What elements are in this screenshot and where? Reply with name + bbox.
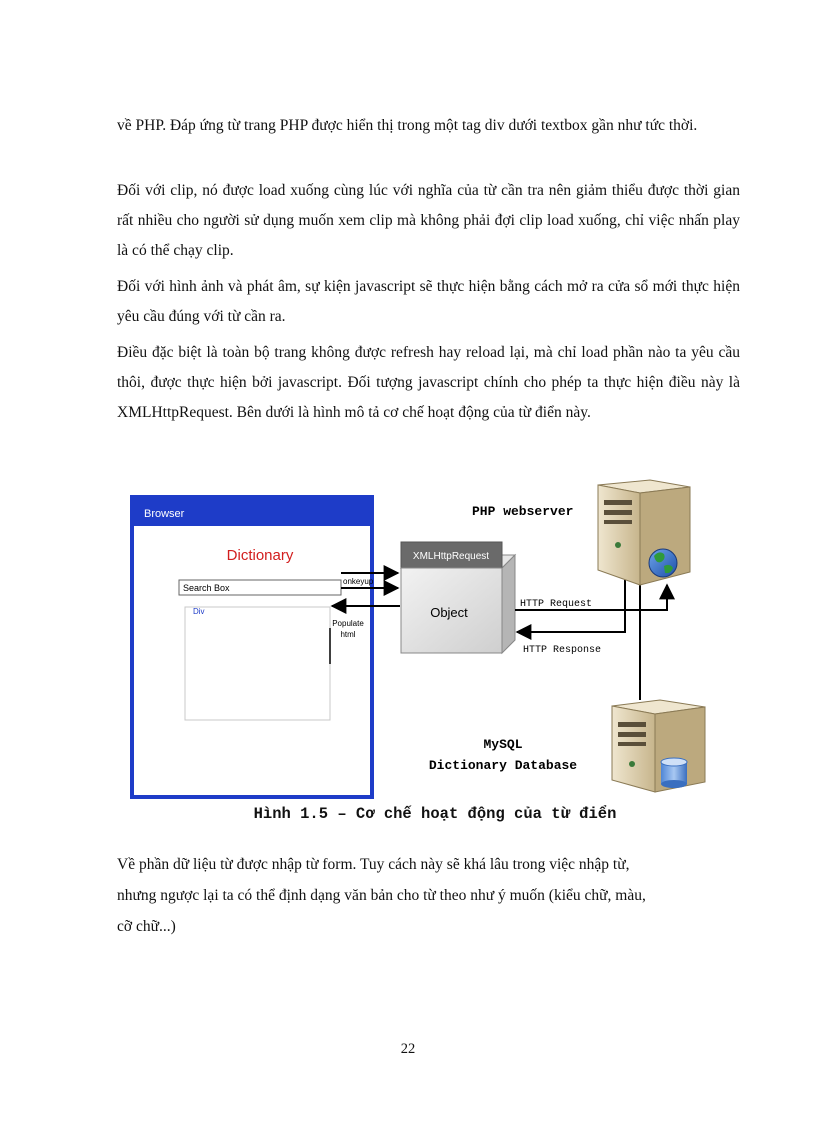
globe-icon	[649, 549, 677, 577]
paragraph-3: Đối với hình ảnh và phát âm, sự kiện javascript sẽ thực hiện bằng cách mở ra cửa sổ mới thực hiện yêu cầu đúng với từ cần ra.	[117, 278, 740, 325]
search-box-label: Search Box	[183, 583, 230, 593]
mysql-label-line2: Dictionary Database	[428, 758, 578, 773]
php-server-label: PHP webserver	[472, 504, 574, 519]
paragraph-2: Đối với clip, nó được load xuống cùng lúc với nghĩa của từ cần tra nên giảm thiểu được thời gian rất nhiều cho người sử dụng muốn xem clip mà không phải đợi clip load xuống, chỉ việc nhấn play là có thể chạy clip.	[117, 182, 740, 259]
xhr-label: XMLHttpRequest	[412, 551, 490, 562]
object-label: Object	[430, 605, 468, 620]
figure-caption: Hình 1.5 – Cơ chế hoạt động của từ điển	[253, 805, 617, 823]
onkeyup-label: onkeyup	[343, 577, 374, 586]
html-label: html	[340, 630, 356, 639]
mysql-server-icon	[612, 700, 705, 792]
paragraph-1: về PHP. Đáp ứng từ trang PHP được hiển thị trong một tag div dưới textbox gần như tức thời.	[117, 117, 698, 134]
xhr-object	[401, 542, 515, 653]
http-response-label: HTTP Response	[523, 645, 602, 656]
closing-line-1: Về phần dữ liệu từ được nhập từ form. Tuy cách này sẽ khá lâu trong việc nhập từ,	[117, 856, 630, 873]
paragraph-4: Điều đặc biệt là toàn bộ trang không được refresh hay reload lại, mà chỉ load phần nào ta yêu cầu thôi, được thực hiện bởi javascript. Đối tượng javascript chính cho phép ta thực hiện điều này là XMLHttpRequest. Bên dưới là hình mô tả cơ chế hoạt động của từ điển này.	[117, 344, 740, 421]
browser-title: Browser	[144, 508, 185, 520]
mysql-label-line1: MySQL	[483, 737, 523, 752]
page-number: 22	[400, 1041, 416, 1057]
browser-window	[132, 497, 374, 797]
div-panel	[185, 607, 330, 720]
closing-line-2: nhưng ngược lại ta có thể định dạng văn bản cho từ theo như ý muốn (kiểu chữ, màu,	[117, 887, 646, 904]
closing-line-3: cỡ chữ...)	[117, 918, 176, 935]
populate-label: Populate	[332, 619, 364, 628]
div-label: Div	[193, 607, 205, 616]
dictionary-title: Dictionary	[226, 547, 294, 564]
http-request-label: HTTP Request	[520, 599, 593, 610]
php-server-icon	[598, 480, 690, 585]
closing-paragraph	[117, 849, 740, 942]
